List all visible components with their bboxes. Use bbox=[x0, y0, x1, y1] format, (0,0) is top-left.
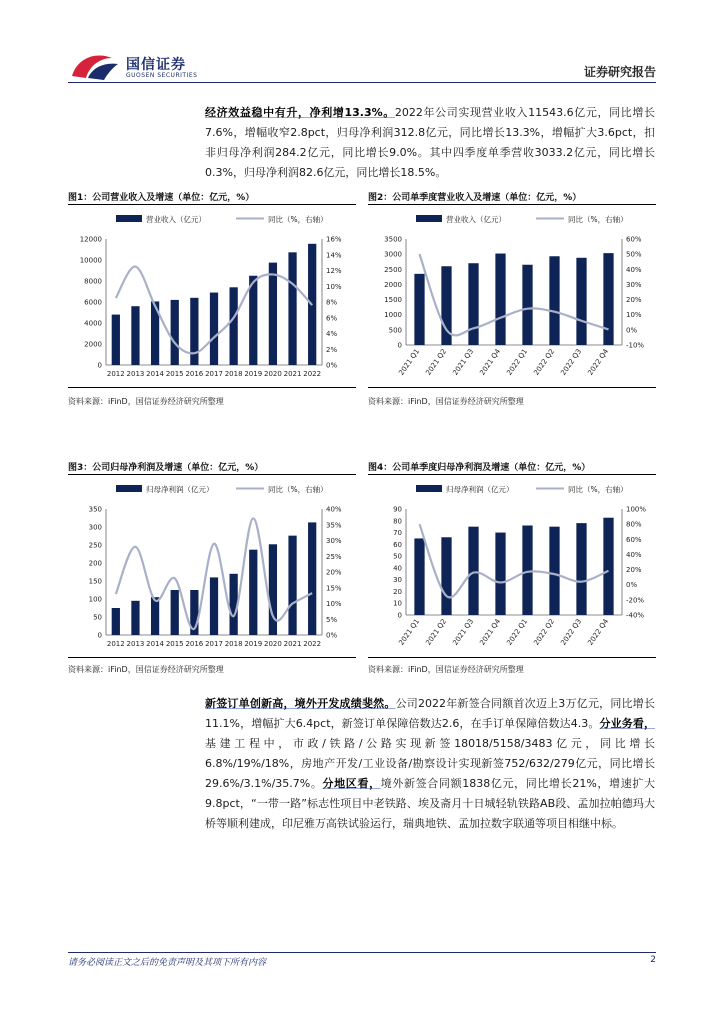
y-left-tick-label: 6000 bbox=[84, 298, 102, 307]
company-logo bbox=[68, 50, 208, 86]
y-right-tick-label: 40% bbox=[626, 265, 642, 274]
x-tick-label: 2022 bbox=[303, 370, 322, 378]
bar bbox=[468, 527, 478, 615]
y-left-tick-label: 250 bbox=[88, 541, 102, 550]
legend-bar-swatch bbox=[416, 215, 442, 222]
chart-3-frame bbox=[68, 474, 356, 658]
bar bbox=[468, 263, 478, 345]
chart-3-title: 图3：公司归母净利润及增速（单位：亿元，%） bbox=[68, 463, 264, 473]
bar bbox=[549, 256, 559, 345]
y-left-tick-label: 1000 bbox=[384, 311, 402, 320]
legend-line-label: 同比（%，右轴） bbox=[268, 215, 328, 224]
paragraph-lead-business: 分业务看， bbox=[599, 717, 655, 730]
legend-bar-label: 营业收入（亿元） bbox=[446, 215, 506, 224]
x-tick-label: 2016 bbox=[185, 640, 204, 648]
bar bbox=[171, 300, 179, 365]
paragraph-lead-orders: 新签订单创新高，境外开发成绩斐然。 bbox=[205, 697, 396, 710]
chart-4-quarterly-net-profit bbox=[368, 475, 656, 657]
x-tick-label: 2020 bbox=[263, 640, 282, 648]
x-tick-label: 2014 bbox=[146, 640, 165, 648]
legend-bar-swatch bbox=[116, 215, 142, 222]
y-left-tick-label: 2500 bbox=[384, 265, 402, 274]
paragraph-lead-region: 分地区看， bbox=[322, 777, 381, 790]
y-left-tick-label: 1500 bbox=[384, 296, 402, 305]
y-left-tick-label: 50 bbox=[393, 552, 402, 561]
y-left-tick-label: 8000 bbox=[84, 277, 102, 286]
bar bbox=[576, 523, 586, 615]
x-tick-label: 2021 Q4 bbox=[478, 347, 503, 377]
chart-1-legend bbox=[116, 214, 328, 225]
legend-bar-label: 营业收入（亿元） bbox=[146, 215, 206, 224]
y-right-tick-label: 14% bbox=[326, 251, 342, 260]
page-number: 2 bbox=[650, 955, 656, 965]
x-tick-label: 2022 Q4 bbox=[586, 617, 611, 647]
x-tick-label: 2012 bbox=[106, 370, 125, 378]
y-left-tick-label: 350 bbox=[88, 505, 102, 514]
y-right-tick-label: -10% bbox=[626, 341, 645, 350]
x-tick-label: 2022 Q4 bbox=[586, 347, 611, 377]
y-left-tick-label: 0 bbox=[97, 631, 102, 640]
y-right-tick-label: 2% bbox=[326, 345, 338, 354]
bar bbox=[549, 527, 559, 615]
footer-divider bbox=[68, 952, 656, 953]
chart-3-net-profit bbox=[68, 475, 356, 657]
y-right-tick-label: 10% bbox=[326, 282, 342, 291]
paragraph-text-orders: 公司2022年新签合同额首次迈上3万亿元，同比增长11.1%，增幅扩大6.4pct，新签订单保障倍数达2.6，在手订单保障倍数达4.3。 bbox=[205, 697, 655, 730]
y-right-tick-label: 5% bbox=[326, 615, 338, 624]
y-right-tick-label: -40% bbox=[626, 611, 645, 620]
y-right-tick-label: 20% bbox=[626, 296, 642, 305]
bar bbox=[249, 550, 257, 635]
paragraph-body: 2022年公司实现营业收入11543.6亿元，同比增长7.6%，增幅收窄2.8pct，归母净利润312.8亿元，同比增长13.3%，增幅扩大3.6pct，扣非归母净利润284.2亿元，同比增长9.0%。其中四季度单季营收3033.2亿元，同比增长0.3%，归母净利润82.6亿元，同比增长18.5%。 bbox=[205, 106, 655, 179]
bar bbox=[576, 258, 586, 345]
bar bbox=[210, 577, 218, 635]
y-right-tick-label: 40% bbox=[626, 550, 642, 559]
legend-bar-swatch bbox=[416, 485, 442, 492]
x-tick-label: 2019 bbox=[244, 370, 263, 378]
bar bbox=[151, 597, 159, 635]
bar bbox=[522, 265, 532, 345]
y-left-tick-label: 60 bbox=[393, 540, 402, 549]
y-left-tick-label: 90 bbox=[393, 505, 402, 514]
y-right-tick-label: -20% bbox=[626, 596, 645, 605]
y-right-tick-label: 25% bbox=[326, 552, 342, 561]
y-left-tick-label: 0 bbox=[397, 611, 402, 620]
x-tick-label: 2021 Q1 bbox=[397, 347, 422, 377]
chart-1-source: 资料来源：iFinD，国信证券经济研究所整理 bbox=[68, 397, 224, 406]
y-right-tick-label: 0% bbox=[326, 361, 338, 370]
y-right-tick-label: 12% bbox=[326, 267, 342, 275]
chart-4-frame bbox=[368, 474, 656, 658]
chart-3-legend bbox=[116, 484, 328, 495]
x-tick-label: 2021 Q1 bbox=[397, 617, 422, 647]
chart-1-title: 图1：公司营业收入及增速（单位：亿元，%） bbox=[68, 193, 255, 203]
y-right-tick-label: 80% bbox=[626, 520, 642, 529]
y-left-tick-label: 10 bbox=[393, 599, 402, 608]
bar bbox=[112, 608, 120, 635]
legend-bar-swatch bbox=[116, 485, 142, 492]
y-left-tick-label: 0 bbox=[97, 361, 102, 370]
y-left-tick-label: 50 bbox=[93, 613, 102, 622]
y-left-tick-label: 20 bbox=[393, 587, 402, 596]
y-right-tick-label: 8% bbox=[326, 298, 338, 307]
y-right-tick-label: 4% bbox=[326, 330, 338, 338]
bar bbox=[495, 254, 505, 345]
bar bbox=[249, 276, 257, 365]
x-tick-label: 2021 Q3 bbox=[451, 617, 476, 647]
y-right-tick-label: 100% bbox=[626, 505, 647, 514]
y-right-tick-label: 20% bbox=[326, 568, 342, 577]
chart-2-frame bbox=[368, 204, 656, 388]
y-left-tick-label: 30 bbox=[393, 576, 402, 585]
y-left-tick-label: 2000 bbox=[84, 340, 102, 349]
x-tick-label: 2022 Q2 bbox=[532, 347, 557, 377]
chart-4-source: 资料来源：iFinD，国信证券经济研究所整理 bbox=[368, 665, 524, 674]
x-tick-label: 2021 Q4 bbox=[478, 617, 503, 647]
legend-line-label: 同比（%，右轴） bbox=[568, 215, 628, 224]
paragraph-summary bbox=[205, 103, 655, 183]
legend-line-label: 同比（%，右轴） bbox=[568, 485, 628, 494]
legend-bar-label: 归母净利润（亿元） bbox=[146, 485, 214, 494]
bar bbox=[603, 253, 613, 345]
x-tick-label: 2022 Q3 bbox=[559, 347, 584, 377]
y-right-tick-label: 50% bbox=[626, 250, 642, 259]
y-left-tick-label: 2000 bbox=[384, 280, 402, 289]
paragraph-text-region: 境外新签合同额1838亿元，同比增长21%，增速扩大9.8pct，“一带一路”标志性项目中老铁路、埃及斋月十日城轻轨铁路AB段、孟加拉帕德玛大桥等顺利建成，印尼雅万高铁试验运行，瑞典地铁、孟加拉数字联通等项目相继中标。 bbox=[205, 777, 655, 830]
y-right-tick-label: 16% bbox=[326, 235, 342, 244]
chart-2-source: 资料来源：iFinD，国信证券经济研究所整理 bbox=[368, 397, 524, 406]
x-tick-label: 2020 bbox=[263, 370, 282, 378]
chart-2-legend bbox=[416, 214, 628, 225]
y-left-tick-label: 4000 bbox=[84, 319, 102, 328]
header-divider bbox=[68, 82, 656, 83]
x-tick-label: 2021 bbox=[283, 370, 302, 378]
x-tick-label: 2018 bbox=[224, 640, 243, 648]
x-tick-label: 2022 Q1 bbox=[505, 347, 530, 377]
y-left-tick-label: 0 bbox=[397, 341, 402, 350]
report-type: 证券研究报告 bbox=[583, 65, 656, 79]
x-tick-label: 2013 bbox=[126, 640, 145, 648]
y-left-tick-label: 12000 bbox=[79, 235, 102, 244]
bar bbox=[414, 538, 424, 615]
paragraph-lead: 经济效益稳中有升，净利增13.3%。 bbox=[205, 106, 395, 119]
bar bbox=[131, 306, 139, 365]
y-right-tick-label: 6% bbox=[326, 314, 338, 323]
chart-3-source: 资料来源：iFinD，国信证券经济研究所整理 bbox=[68, 665, 224, 674]
y-right-tick-label: 30% bbox=[326, 537, 342, 545]
x-tick-label: 2021 bbox=[283, 640, 302, 648]
chart-4-title: 图4：公司单季度归母净利润及增速（单位：亿元，%） bbox=[368, 463, 591, 473]
bar bbox=[112, 315, 120, 365]
chart-2-quarterly-revenue bbox=[368, 205, 656, 387]
y-left-tick-label: 3000 bbox=[384, 250, 402, 259]
paragraph-text-business: 基建工程中，市政/铁路/公路实现新签18018/5158/3483亿元，同比增长6.8%/19%/18%，房地产开发/工业设备/勘察设计实现新签752/632/279亿元，同比增长29.6%/3.1%/35.7%。 bbox=[205, 737, 655, 790]
x-tick-label: 2022 Q2 bbox=[532, 617, 557, 647]
y-right-tick-label: 10% bbox=[626, 311, 642, 320]
y-right-tick-label: 30% bbox=[626, 280, 642, 289]
x-tick-label: 2021 Q3 bbox=[451, 347, 476, 377]
brand-name: 国信证券 bbox=[126, 57, 186, 73]
y-left-tick-label: 10000 bbox=[79, 256, 102, 265]
y-right-tick-label: 10% bbox=[326, 600, 342, 608]
y-right-tick-label: 0% bbox=[626, 326, 638, 335]
footer-disclaimer: 请务必阅读正文之后的免责声明及其项下所有内容 bbox=[68, 958, 267, 968]
bar bbox=[269, 263, 277, 365]
legend-line-label: 同比（%，右轴） bbox=[268, 485, 328, 494]
bar bbox=[308, 522, 316, 635]
y-left-tick-label: 3500 bbox=[384, 235, 402, 244]
chart-1-revenue bbox=[68, 205, 356, 387]
chart-2-title: 图2：公司单季度营业收入及增速（单位：亿元，%） bbox=[368, 193, 582, 203]
bar bbox=[603, 518, 613, 615]
bar bbox=[190, 298, 198, 365]
legend-bar-label: 归母净利润（亿元） bbox=[446, 485, 514, 494]
y-right-tick-label: 40% bbox=[326, 505, 342, 514]
y-left-tick-label: 80 bbox=[393, 517, 402, 526]
y-left-tick-label: 40 bbox=[393, 564, 402, 573]
y-right-tick-label: 15% bbox=[326, 584, 342, 593]
logo-mark-icon bbox=[68, 50, 122, 84]
y-right-tick-label: 60% bbox=[626, 535, 642, 544]
x-tick-label: 2018 bbox=[224, 370, 243, 378]
y-left-tick-label: 500 bbox=[388, 326, 402, 335]
chart-1-frame bbox=[68, 204, 356, 388]
x-tick-label: 2015 bbox=[165, 370, 184, 378]
bar bbox=[495, 533, 505, 615]
x-tick-label: 2012 bbox=[106, 640, 125, 648]
x-tick-label: 2016 bbox=[185, 370, 204, 378]
y-right-tick-label: 60% bbox=[626, 235, 642, 244]
bar bbox=[171, 590, 179, 635]
bar bbox=[269, 544, 277, 635]
y-right-tick-label: 20% bbox=[626, 566, 642, 575]
y-left-tick-label: 300 bbox=[88, 523, 102, 532]
x-tick-label: 2021 Q2 bbox=[424, 347, 449, 377]
paragraph-orders bbox=[205, 694, 655, 834]
chart-4-legend bbox=[416, 484, 628, 495]
y-right-tick-label: 0% bbox=[326, 631, 338, 640]
y-left-tick-label: 100 bbox=[88, 595, 102, 604]
x-tick-label: 2015 bbox=[165, 640, 184, 648]
bar bbox=[522, 525, 532, 615]
y-right-tick-label: 0% bbox=[626, 581, 638, 590]
bar bbox=[441, 537, 451, 615]
x-tick-label: 2013 bbox=[126, 370, 145, 378]
bar bbox=[230, 287, 238, 365]
x-tick-label: 2014 bbox=[146, 370, 165, 378]
bar bbox=[288, 252, 296, 365]
y-right-tick-label: 35% bbox=[326, 521, 342, 530]
x-tick-label: 2019 bbox=[244, 640, 263, 648]
bar bbox=[288, 536, 296, 635]
x-tick-label: 2017 bbox=[205, 370, 223, 378]
page-header bbox=[0, 0, 724, 90]
x-tick-label: 2021 Q2 bbox=[424, 617, 449, 647]
x-tick-label: 2022 bbox=[303, 640, 322, 648]
x-tick-label: 2017 bbox=[205, 640, 223, 648]
bar bbox=[414, 274, 424, 345]
y-left-tick-label: 70 bbox=[393, 529, 402, 538]
y-left-tick-label: 150 bbox=[88, 577, 102, 586]
x-tick-label: 2022 Q1 bbox=[505, 617, 530, 647]
y-left-tick-label: 200 bbox=[88, 559, 102, 568]
x-tick-label: 2022 Q3 bbox=[559, 617, 584, 647]
bar bbox=[131, 601, 139, 635]
bar bbox=[210, 293, 218, 365]
brand-subtitle: GUOSEN SECURITIES bbox=[126, 72, 198, 79]
